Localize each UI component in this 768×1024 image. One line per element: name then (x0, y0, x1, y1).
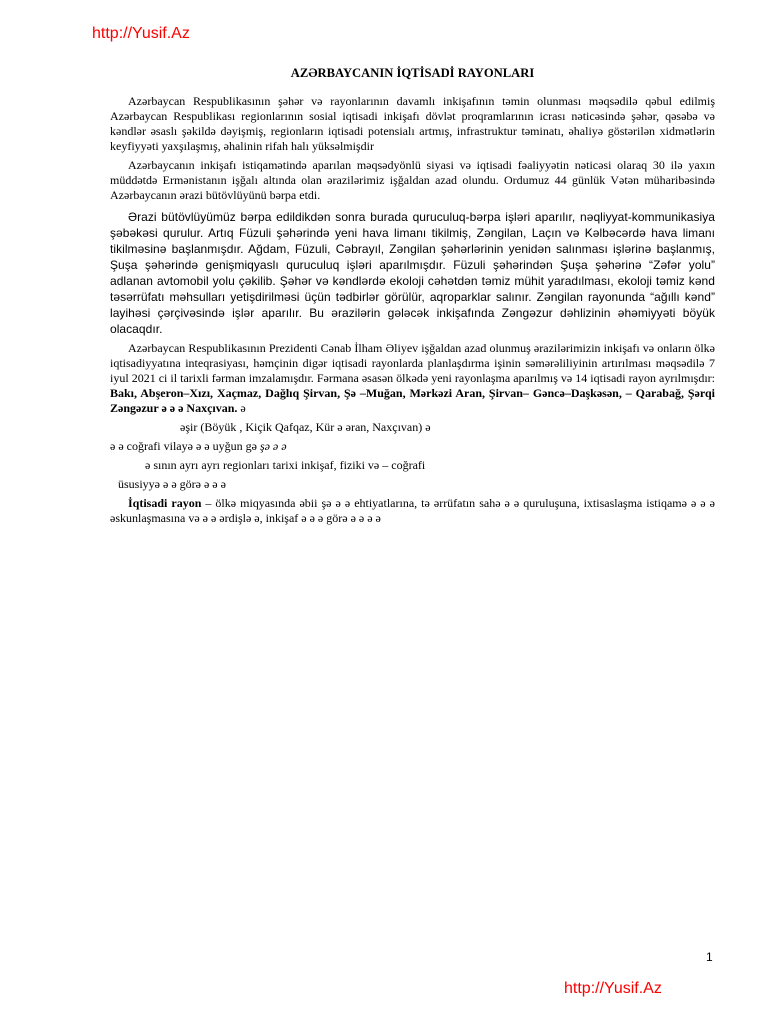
garbled-line-2-italic: şə ə ə (256, 439, 287, 453)
garbled-line-1: əşir (Böyük , Kiçik Qafqaz, Kür ə əran, Naxçıvan) ə (180, 420, 431, 434)
garbled-line-4: üsusiyyə ə ə görə ə ə ə (118, 477, 226, 491)
term-iqtisadi-rayon: İqtisadi rayon (128, 496, 202, 510)
paragraph-1: Azərbaycan Respublikasının şəhər və rayonlarının davamlı inkişafının təmin olunması məqsədilə qəbul edilmiş Azərbaycan Respublikası regionlarının sosial iqtisadi inkişafı dövlət proqramlarının icrası nəticəsində şəhər, qəsəbə və kəndlər əsaslı şəkildə dəyişmiş, regionların iqtisadi potensialı artmış, infrastruktur təminatı, əhaliyə göstərilən xidmətlərin keyfiyyəti yaxşılaşmış, əhalinin rifah halı yüksəlmişdir (110, 94, 715, 153)
garbled-line-2-text: ə ə coğrafi vilayə ə ə uyğun gə (110, 439, 257, 453)
garbled-line-2 (110, 439, 715, 454)
document-title: AZƏRBAYCANIN İQTİSADİ RAYONLARI (290, 66, 535, 80)
economic-regions-list: Bakı, Abşeron–Xızı, Xaçmaz, Dağlıq Şirvan, Şə –Muğan, Mərkəzi Aran, Şirvan– Gəncə–Daşkəsən, – Qarabağ, Şərqi Zəngəzur ə ə ə Naxçıvan. (110, 386, 715, 415)
paragraph-4-text: Azərbaycan Respublikasının Prezidenti Cənab İlham Əliyev işğaldan azad olunmuş ərazilərimizin inkişafı və onların ölkə iqtisadiyyatına inteqrasiyası, həmçinin digər iqtisadi rayonlarda planlaşdırma işinin səmərəliliyinin artırılması məqsədilə 7 iyul 2021 ci il tarixli fərman imzalamışdır. Fərmana əsasən ölkədə yeni rayonlaşma aparılmış və 14 iqtisadi rayon ayrılmışdır: (110, 341, 715, 385)
paragraph-5 (110, 496, 715, 526)
paragraph-5-text: – ölkə miqyasında əbii şə ə ə ehtiyatlarına, tə ərrüfatın sahə ə ə quruluşuna, ixtisaslaşma istiqamə ə ə ə əskunlaşmasına və ə ə ərdişlə ə, inkişaf ə ə ə görə ə ə ə ə (110, 496, 715, 525)
page-number: 1 (706, 950, 713, 964)
paragraph-2: Azərbaycanın inkişafı istiqamətində aparılan məqsədyönlü siyasi və iqtisadi fəaliyyətin nəticəsi olaraq 30 ilə yaxın müddətdə Ermənistanın işğalı altında olan ərazilərimiz işğaldan azad olundu. Ordumuz 44 günlük Vətən müharibəsində Azərbaycanın ərazi bütövlüyünü bərpa etdi. (110, 158, 715, 202)
paragraph-4 (110, 341, 715, 416)
paragraph-3: Ərazi bütövlüyümüz bərpa edildikdən sonra burada quruculuq-bərpa işləri aparılır, nəqliyyat-kommunikasiya şəbəkəsi qurulur. Artıq Füzuli şəhərində yeni hava limanı tikilmiş, Zəngilan, Laçın və Kəlbəcərdə hava limanı tikilməsinə başlanmışdır. Ağdam, Füzuli, Cəbrayıl, Zəngilan şəhərlərinin yenidən salınması işlərinə başlanmış, Şuşa şəhərində genişmiqyaslı quruculuq işləri aparılmışdır. Füzuli şəhərindən Şuşa şəhərinə “Zəfər yolu” adlanan avtomobil yolu çəkilib. Şəhər və kəndlərdə ekoloji cəhətdən təmiz mühit yaradılması, ekoloji təmiz kənd təsərrüfatı məhsulları yetişdirilməsi üçün tədbirlər görülür, aqroparklar salınır. Zəngilan rayonunda “ağıllı kənd” layihəsi çərçivəsində işlər aparılır. Bu ərazilərin gələcək inkişafında Zəngəzur dəhlizinin əhəmiyyəti böyük olacaqdır. (110, 210, 715, 336)
paragraph-4-tail: ə (237, 401, 246, 415)
watermark-top[interactable]: http://Yusif.Az (92, 25, 190, 42)
document-body (110, 66, 715, 530)
garbled-line-3: ə sının ayrı ayrı regionları tarixi inkişaf, fiziki və – coğrafi (145, 458, 426, 472)
watermark-bottom[interactable]: http://Yusif.Az (564, 980, 662, 997)
